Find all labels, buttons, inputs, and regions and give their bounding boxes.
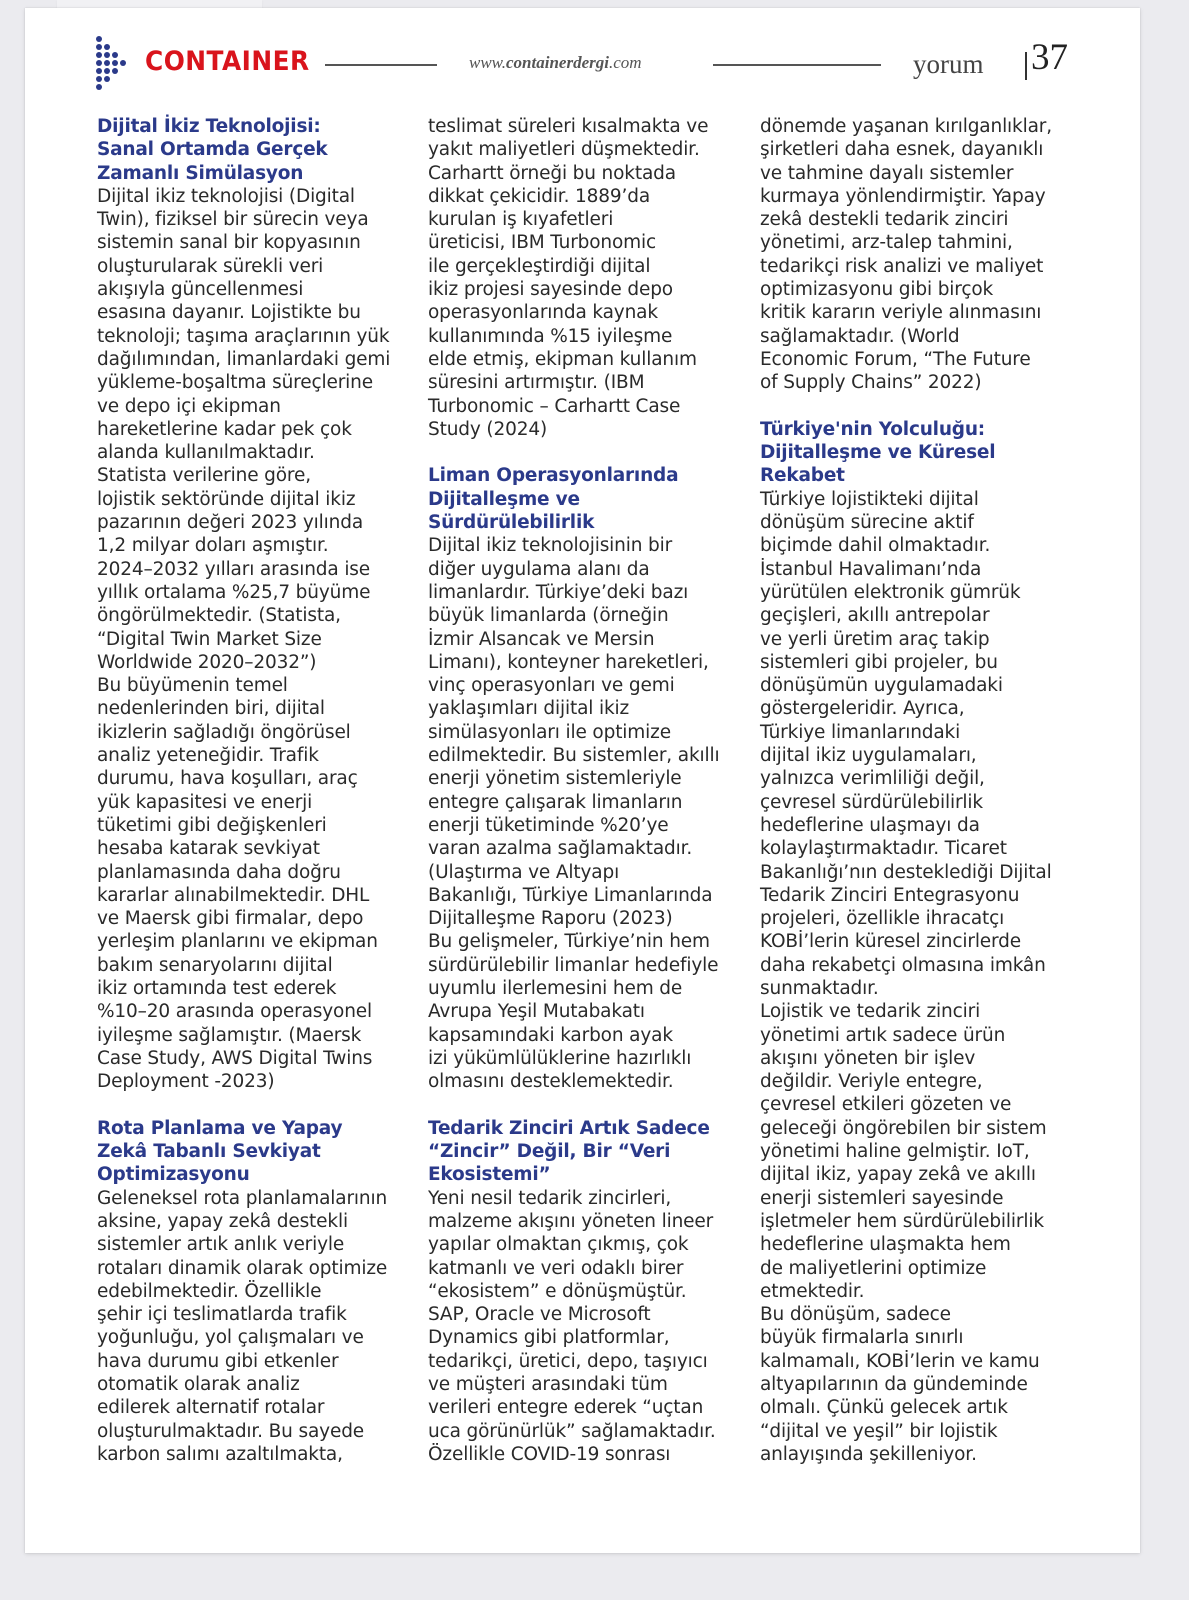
text-line: Deployment -2023) (97, 1071, 275, 1093)
text-line: yönetimi haline gelmiştir. IoT, (760, 1141, 1030, 1163)
page-header (25, 8, 1140, 108)
text-line: Case Study, AWS Digital Twins (97, 1047, 373, 1069)
text-line: oluşturulmaktadır. Bu sayede (97, 1420, 365, 1442)
heading-line: Ekosistemi” (428, 1164, 551, 1186)
text-line: akışını yöneten bir işlev (760, 1047, 976, 1069)
text-line: dönemde yaşanan kırılganlıklar, (760, 116, 1052, 137)
section-heading (97, 115, 427, 185)
text-line: dağılımından, limanlardaki gemi (97, 348, 391, 370)
text-line: Özellikle COVID-19 sonrası (428, 1443, 671, 1465)
text-line: aksine, yapay zekâ destekli (97, 1210, 348, 1232)
heading-line: Tedarik Zinciri Artık Sadece (428, 1117, 710, 1139)
text-line: ile gerçekleştirdiği dijital (428, 255, 651, 277)
body-paragraph (97, 1187, 427, 1467)
text-line: iyileşme sağlamıştır. (Maersk (97, 1024, 362, 1046)
container-logo-dots-icon (95, 36, 135, 96)
text-line: sunmaktadır. (760, 977, 879, 999)
text-line: sistemleri gibi projeler, bu (760, 651, 998, 673)
text-line: edilmektedir. Bu sistemler, akıllı (428, 745, 720, 767)
text-line: çevresel etkileri gözeten ve (760, 1094, 1012, 1116)
text-line: geleceği öngörebilen bir sistem (760, 1117, 1047, 1139)
text-line: tedarikçi, üretici, depo, taşıyıcı (428, 1350, 708, 1372)
section-spacer (428, 1093, 758, 1116)
text-line: uca görünürlük” sağlamaktadır. (428, 1420, 716, 1442)
text-line: sistemler artık anlık veriyle (97, 1234, 345, 1256)
text-line: Limanı), konteyner hareketleri, (428, 651, 709, 673)
section-heading (97, 1117, 427, 1187)
text-line: İstanbul Havalimanı’nda (760, 558, 982, 580)
text-line: yakıt maliyetleri düşmektedir. (428, 139, 700, 161)
body-paragraph (97, 185, 427, 1094)
text-line: entegre çalışarak limanların (428, 791, 683, 813)
text-line: çevresel sürdürülebilirlik (760, 791, 983, 813)
text-line: Bu gelişmeler, Türkiye’nin hem (428, 931, 710, 953)
text-line: of Supply Chains” 2022) (760, 372, 982, 394)
text-line: de maliyetlerini optimize (760, 1257, 987, 1279)
magazine-page (25, 8, 1140, 1553)
text-line: KOBİ’lerin küresel zincirlerde (760, 931, 1021, 953)
body-paragraph (428, 1187, 758, 1467)
text-line: yük kapasitesi ve enerji (97, 791, 313, 813)
heading-line: Dijitalleşme ve (428, 488, 580, 510)
text-line: Worldwide 2020–2032”) (97, 651, 317, 673)
text-line: SAP, Oracle ve Microsoft (428, 1304, 651, 1326)
text-line: Tedarik Zinciri Entegrasyonu (760, 884, 1020, 906)
section-spacer (428, 441, 758, 464)
text-line: analiz yeteneğidir. Trafik (97, 745, 319, 767)
body-paragraph (760, 115, 1090, 395)
section-heading (428, 1117, 758, 1187)
text-line: hedeflerine ulaşmakta hem (760, 1234, 1011, 1256)
text-line: kurulan iş kıyafetleri (428, 209, 614, 231)
text-line: edebilmektedir. Özellikle (97, 1280, 322, 1302)
text-line: Bakanlığı, Türkiye Limanlarında (428, 884, 713, 906)
section-heading (428, 464, 758, 534)
text-line: malzeme akışını yöneten lineer (428, 1210, 714, 1232)
header-rule-left (325, 64, 437, 66)
text-line: büyük limanlarda (örneğin (428, 605, 669, 627)
text-line: yönetimi artık sadece ürün (760, 1024, 1006, 1046)
text-line: hesaba katarak sevkiyat (97, 838, 320, 860)
text-line: otomatik olarak analiz (97, 1374, 300, 1396)
site-url (469, 53, 642, 73)
text-line: üreticisi, IBM Turbonomic (428, 232, 657, 254)
text-line: şirketleri daha esnek, dayanıklı (760, 139, 1044, 161)
text-line: karbon salımı azaltılmakta, (97, 1443, 343, 1465)
text-line: etmektedir. (760, 1280, 865, 1302)
text-line: yapılar olmaktan çıkmış, çok (428, 1234, 689, 1256)
text-line: tedarikçi risk analizi ve maliyet (760, 255, 1044, 277)
heading-line: Türkiye'nin Yolculuğu: (760, 418, 985, 440)
text-line: Dynamics gibi platformlar, (428, 1327, 670, 1349)
text-line: 2024–2032 yılları arasında ise (97, 558, 371, 580)
text-line: dönüşümün uygulamadaki (760, 675, 1003, 697)
text-line: “ekosistem” e dönüşmüştür. (428, 1280, 687, 1302)
text-line: diğer uygulama alanı da (428, 558, 650, 580)
text-line: Avrupa Yeşil Mutabakatı (428, 1001, 645, 1023)
text-line: varan azalma sağlamaktadır. (428, 838, 693, 860)
text-line: altyapılarının da gündeminde (760, 1374, 1028, 1396)
text-line: elde etmiş, ekipman kullanım (428, 348, 697, 370)
text-line: Dijitalleşme Raporu (2023) (428, 908, 673, 930)
text-line: yerleşim planlarını ve ekipman (97, 931, 378, 953)
text-line: yürütülen elektronik gümrük (760, 581, 1021, 603)
heading-line: Zekâ Tabanlı Sevkiyat (97, 1141, 321, 1163)
text-line: Yeni nesil tedarik zincirleri, (428, 1187, 672, 1209)
text-line: rotaları dinamik olarak optimize (97, 1257, 388, 1279)
text-line: olmalı. Çünkü gelecek artık (760, 1397, 1008, 1419)
text-line: hedeflerine ulaşmayı da (760, 814, 980, 836)
body-paragraph (760, 488, 1090, 1466)
text-line: Study (2024) (428, 418, 548, 440)
text-line: hareketlerine kadar pek çok (97, 418, 352, 440)
text-line: göstergeleridir. Ayrıca, (760, 698, 965, 720)
text-line: Dijital ikiz teknolojisinin bir (428, 535, 673, 557)
text-line: lojistik sektöründe dijital ikiz (97, 488, 356, 510)
heading-line: “Zincir” Değil, Bir “Veri (428, 1141, 671, 1163)
text-line: Lojistik ve tedarik zinciri (760, 1001, 981, 1023)
text-line: ikiz projesi sayesinde depo (428, 279, 673, 301)
text-line: vinç operasyonları ve gemi (428, 675, 675, 697)
text-line: zekâ destekli tedarik zinciri (760, 209, 1009, 231)
text-line: Carhartt örneği bu noktada (428, 162, 676, 184)
text-line: optimizasyonu gibi birçok (760, 279, 994, 301)
text-line: nedenlerinden biri, dijital (97, 698, 325, 720)
text-line: olmasını desteklemektedir. (428, 1071, 674, 1093)
text-line: dijital ikiz, yapay zekâ ve akıllı (760, 1164, 1036, 1186)
site-url-suffix: .com (608, 53, 642, 72)
text-line: projeleri, özellikle ihracatçı (760, 908, 1005, 930)
section-heading (760, 418, 1090, 488)
text-line: uyumlu ilerlemesini hem de (428, 977, 683, 999)
text-line: Türkiye lojistikteki dijital (760, 488, 979, 510)
body-paragraph (428, 115, 758, 441)
text-line: yaklaşımları dijital ikiz (428, 698, 630, 720)
text-line: ve Maersk gibi firmalar, depo (97, 908, 364, 930)
text-line: “Digital Twin Market Size (97, 628, 322, 650)
site-url-prefix: www. (469, 53, 507, 72)
text-line: Türkiye limanlarındaki (760, 721, 961, 743)
text-line: ve müşteri arasındaki tüm (428, 1374, 668, 1396)
text-line: enerji tüketiminde %20’ye (428, 814, 669, 836)
section-spacer (97, 1093, 427, 1116)
text-line: Turbonomic – Carhartt Case (428, 395, 681, 417)
text-line: oluşturularak sürekli veri (97, 255, 324, 277)
text-line: kalmamalı, KOBİ’lerin ve kamu (760, 1350, 1040, 1372)
site-url-domain: containerdergi (506, 53, 609, 72)
text-line: simülasyonları ile optimize (428, 721, 671, 743)
text-line: yükleme-boşaltma süreçlerine (97, 372, 373, 394)
text-line: verileri entegre ederek “uçtan (428, 1397, 704, 1419)
text-line: daha rekabetçi olmasına imkân (760, 954, 1046, 976)
text-line: operasyonlarında kaynak (428, 302, 658, 324)
text-line: pazarının değeri 2023 yılında (97, 512, 364, 534)
section-name: yorum (913, 49, 984, 79)
text-line: durumu, hava koşulları, araç (97, 768, 358, 790)
text-line: biçimde dahil olmaktadır. (760, 535, 991, 557)
section-spacer (760, 395, 1090, 418)
text-line: alanda kullanılmaktadır. (97, 442, 315, 464)
text-line: teslimat süreleri kısalmakta ve (428, 116, 709, 137)
text-line: büyük firmalarla sınırlı (760, 1327, 964, 1349)
text-line: limanlardır. Türkiye’deki bazı (428, 581, 689, 603)
heading-line: Zamanlı Simülasyon (97, 162, 304, 184)
text-line: dönüşüm sürecine aktif (760, 512, 974, 534)
text-line: planlamasında daha doğru (97, 861, 341, 883)
text-line: ve depo içi ekipman (97, 395, 281, 417)
text-line: enerji sistemleri sayesinde (760, 1187, 1004, 1209)
text-line: geçişleri, akıllı antrepolar (760, 605, 990, 627)
text-line: esasına dayanır. Lojistikte bu (97, 302, 361, 324)
text-line: tüketimi gibi değişkenleri (97, 814, 327, 836)
text-line: Geleneksel rota planlamalarının (97, 1187, 388, 1209)
text-line: ikizlerin sağladığı öngörüsel (97, 721, 351, 743)
text-line: ikiz ortamında test ederek (97, 977, 337, 999)
text-line: ve tahmine dayalı sistemler (760, 162, 1014, 184)
text-line: kritik kararın veriyle alınmasını (760, 302, 1042, 324)
text-line: yıllık ortalama %25,7 büyüme (97, 581, 371, 603)
heading-line: Optimizasyonu (97, 1164, 250, 1186)
body-paragraph (428, 534, 758, 1093)
text-line: %10–20 arasında operasyonel (97, 1001, 373, 1023)
text-line: kapsamındaki karbon ayak (428, 1024, 673, 1046)
text-line: edilerek alternatif rotalar (97, 1397, 325, 1419)
page-number: 37 (1031, 37, 1068, 78)
heading-line: Sürdürülebilirlik (428, 512, 595, 534)
text-line: katmanlı ve veri odaklı birer (428, 1257, 684, 1279)
text-line: şehir içi teslimatlarda trafik (97, 1304, 347, 1326)
heading-line: Sanal Ortamda Gerçek (97, 139, 328, 161)
article-column-2 (428, 115, 758, 1466)
text-line: Dijital ikiz teknolojisi (Digital (97, 185, 355, 207)
text-line: kararlar alınabilmektedir. DHL (97, 884, 370, 906)
text-line: Bakanlığı’nın desteklediği Dijital (760, 861, 1052, 883)
text-line: işletmeler hem sürdürülebilirlik (760, 1210, 1044, 1232)
text-line: sürdürülebilir limanlar hedefiyle (428, 954, 719, 976)
text-line: yoğunluğu, yol çalışmaları ve (97, 1327, 364, 1349)
heading-line: Rota Planlama ve Yapay (97, 1117, 343, 1139)
text-line: 1,2 milyar doları aşmıştır. (97, 535, 329, 557)
text-line: sistemin sanal bir kopyasının (97, 232, 361, 254)
heading-line: Dijital İkiz Teknolojisi: (97, 116, 321, 137)
text-line: kullanımında %15 iyileşme (428, 325, 673, 347)
text-line: izi yükümlülüklerine hazırlıklı (428, 1047, 692, 1069)
text-line: dijital ikiz uygulamaları, (760, 745, 977, 767)
text-line: hava durumu gibi etkenler (97, 1350, 339, 1372)
page-number-separator (1025, 52, 1027, 80)
text-line: İzmir Alsancak ve Mersin (428, 628, 655, 650)
text-line: Bu dönüşüm, sadece (760, 1304, 951, 1326)
text-line: Twin), fiziksel bir sürecin veya (97, 209, 369, 231)
text-line: (Ulaştırma ve Altyapı (428, 861, 620, 883)
header-rule-right (713, 64, 881, 66)
text-line: değildir. Veriyle entegre, (760, 1071, 983, 1093)
text-line: teknoloji; taşıma araçlarının yük (97, 325, 390, 347)
text-line: yalnızca verimliliği değil, (760, 768, 985, 790)
text-line: enerji yönetim sistemleriyle (428, 768, 682, 790)
text-line: dikkat çekicidir. 1889’da (428, 185, 651, 207)
text-line: sağlamaktadır. (World (760, 325, 960, 347)
text-line: kurmaya yönlendirmiştir. Yapay (760, 185, 1046, 207)
text-line: anlayışında şekilleniyor. (760, 1443, 977, 1465)
heading-line: Liman Operasyonlarında (428, 465, 679, 487)
text-line: “dijital ve yeşil” bir lojistik (760, 1420, 998, 1442)
text-line: bakım senaryolarını dijital (97, 954, 333, 976)
article-column-1 (97, 115, 427, 1466)
text-line: yönetimi, arz-talep tahmini, (760, 232, 1013, 254)
heading-line: Dijitalleşme ve Küresel (760, 442, 996, 464)
text-line: öngörülmektedir. (Statista, (97, 605, 341, 627)
text-line: Economic Forum, “The Future (760, 348, 1031, 370)
text-line: Statista verilerine göre, (97, 465, 311, 487)
heading-line: Rekabet (760, 465, 845, 487)
container-logo-text: CONTAINER (145, 46, 310, 77)
text-line: ve yerli üretim araç takip (760, 628, 990, 650)
text-line: akışıyla güncellenmesi (97, 279, 304, 301)
article-column-3 (760, 115, 1090, 1466)
text-line: kolaylaştırmaktadır. Ticaret (760, 838, 1007, 860)
text-line: Bu büyümenin temel (97, 675, 288, 697)
text-line: süresini artırmıştır. (IBM (428, 372, 645, 394)
